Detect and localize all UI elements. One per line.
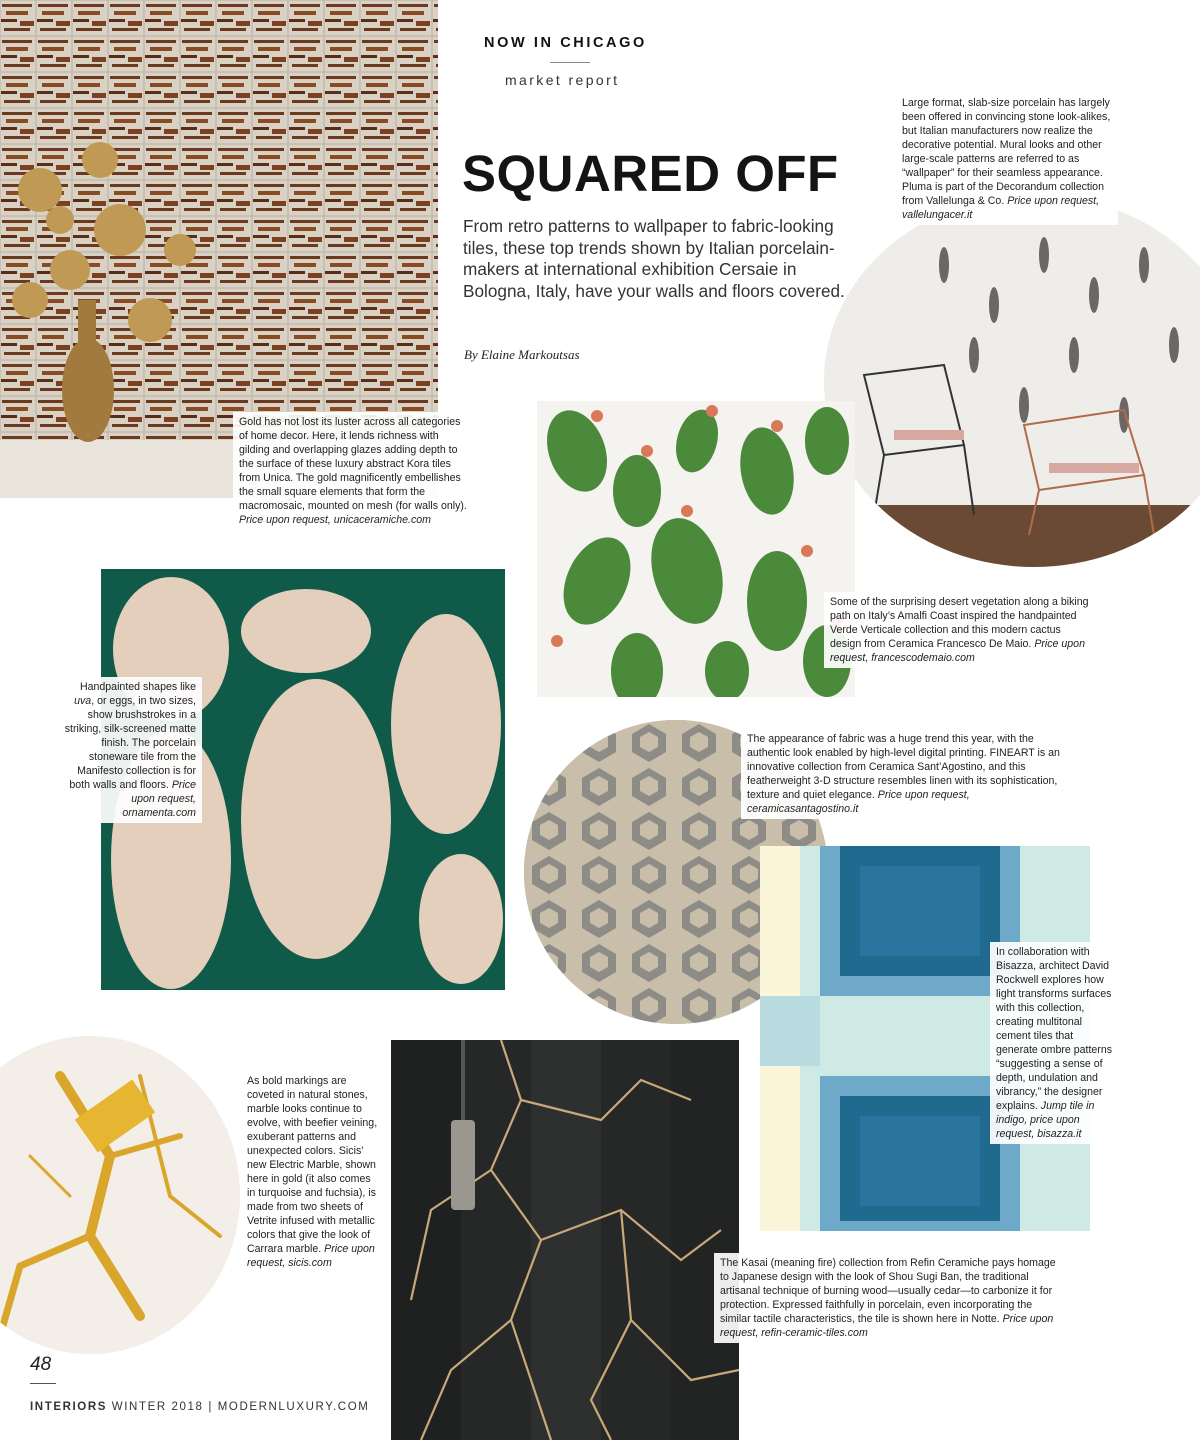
caption-kasai <box>714 1253 1070 1343</box>
caption-bisazza <box>990 942 1118 1144</box>
caption-bisazza-price: Jump tile in indigo, price upon request, bisazza.it <box>996 1100 1095 1140</box>
section-label: market report <box>505 72 620 88</box>
caption-pluma-text: Large format, slab-size porcelain has largely been offered in convincing stone look-alikes, but Italian manufacturers now realize the decorative potential. Mural looks and other large-scale patterns are referred to as “wallpaper” for their seamless appearance. Pluma is part of the Decorandum collection from Vallelunga & Co. <box>902 97 1111 207</box>
caption-uva-price: Price upon request, ornamenta.com <box>122 779 196 819</box>
kasai-tile-image <box>391 1040 739 1440</box>
caption-gold <box>233 412 477 530</box>
caption-marble-price: Price upon request, sicis.com <box>247 1243 375 1269</box>
cactus-art <box>537 401 855 697</box>
caption-pluma <box>896 93 1118 225</box>
caption-fabric <box>741 729 1081 819</box>
caption-uva-text2: , or eggs, in two sizes, show brushstrokes in a striking, silk-screened matte finish. The porcelain stoneware tile from the Manifesto collection is for both walls and floors. <box>64 695 196 791</box>
footer-rule <box>30 1383 56 1384</box>
caption-kasai-text: The Kasai (meaning fire) collection from Refin Ceramiche pays homage to Japanese design with the look of Shou Sugi Ban, the traditional artisanal technique of burning wood—usually cedar—to carbonize it for protection. Expressed faithfully in porcelain, even incorporating the similar tactile characteristics, the tile is shown here in Notte. <box>720 1257 1056 1325</box>
caption-cactus-price: Price upon request, francescodemaio.com <box>830 638 1085 664</box>
footer-line <box>30 1401 369 1413</box>
footer-issue: WINTER 2018 | MODERNLUXURY.COM <box>107 1401 370 1413</box>
caption-kasai-price: Price upon request, refin-ceramic-tiles.com <box>720 1313 1054 1339</box>
gold-marble-art <box>0 1036 240 1354</box>
caption-pluma-price: Price upon request, vallelungacer.it <box>902 195 1100 221</box>
caption-gold-text: Gold has not lost its luster across all categories of home decor. Here, it lends richness with gilding and overlapping glazes adding depth to the surface of these luxury abstract Kora tiles from Unica. The gold magnificently embellishes the small square elements that form the macromosaic, mounted on mesh (for walls only). <box>239 416 467 512</box>
pluma-wallpaper-image <box>824 195 1200 567</box>
kintsugi-art <box>391 1040 739 1440</box>
footer-brand: INTERIORS <box>30 1401 108 1413</box>
cactus-tile-image <box>537 401 855 697</box>
dek: From retro patterns to wallpaper to fabric-looking tiles, these top trends shown by Italian porcelain-makers at international exhibition Cersaie in Bologna, Italy, have your walls and floors covered. <box>463 216 845 301</box>
caption-uva <box>56 677 202 823</box>
caption-marble <box>241 1071 387 1273</box>
caption-cactus <box>824 592 1098 668</box>
caption-gold-price: Price upon request, unicaceramiche.com <box>239 514 431 526</box>
marble-tile-image <box>0 1036 240 1354</box>
caption-uva-word: uva <box>74 695 92 707</box>
page-number: 48 <box>30 1354 52 1375</box>
caption-fabric-text: The appearance of fabric was a huge trend this year, with the authentic look enabled by high-level digital printing. FINEART is an innovative collection from Ceramica Sant’Agostino, and this featherweight 3-D structure resembles linen with its sophistication, texture and quiet elegance. <box>747 733 1060 801</box>
caption-fabric-price: Price upon request, ceramicasantagostino.it <box>747 789 970 815</box>
byline: By Elaine Markoutsas <box>464 347 580 362</box>
caption-marble-text: As bold markings are coveted in natural stones, marble looks continue to evolve, with beefier veining, exuberant patterns and unexpected colors. Sicis’ new Electric Marble, shown here in gold (it also comes in turquoise and fuchsia), is made from two sheets of Vetrite infused with metallic colors that give the look of Carrara marble. <box>247 1075 378 1255</box>
page-title: SQUARED OFF <box>462 145 839 202</box>
caption-bisazza-text: In collaboration with Bisazza, architect David Rockwell explores how light transforms surfaces with this collection, creating multitonal cement tiles that generate ombre patterns “suggesting a sense of depth, undulation and vibrancy,” the designer explains. <box>996 946 1113 1112</box>
kicker-rule <box>550 62 590 63</box>
caption-uva-text1: Handpainted shapes like <box>79 681 196 693</box>
caption-cactus-text: Some of the surprising desert vegetation along a biking path on Italy’s Amalfi Coast inspired the handpainted Verde Verticale collection and this modern cactus design from Ceramica Francesco De Maio. <box>830 596 1089 650</box>
feather-chair-art <box>824 195 1200 567</box>
kicker: NOW IN CHICAGO <box>484 35 647 51</box>
